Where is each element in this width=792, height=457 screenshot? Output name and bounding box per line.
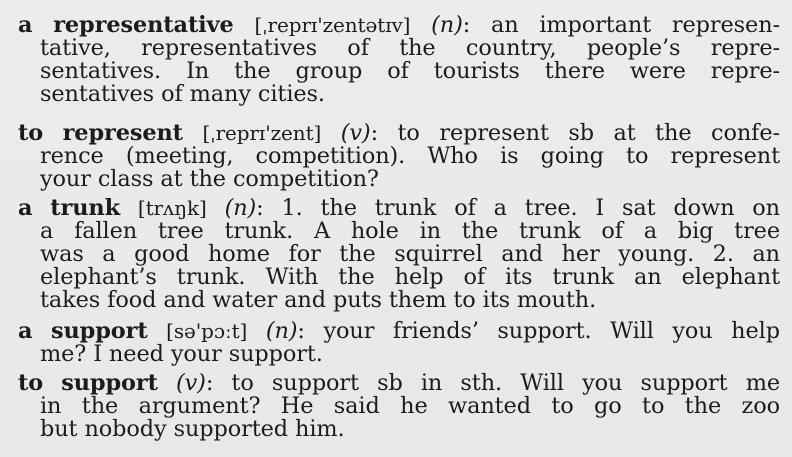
entry-line: your class at the competition? <box>40 166 379 192</box>
entry-pronunciation: [trʌŋk] <box>137 196 207 220</box>
entry-article: to <box>18 370 44 396</box>
entry-part-of-speech: (n) <box>431 12 463 38</box>
entry-line: a fallen tree trunk. A hole in the trunk of a big tree <box>40 218 780 244</box>
entry-part-of-speech: (v) <box>340 120 371 146</box>
entry-line: elephant’s trunk. With the help of its trunk an elephant <box>40 264 780 290</box>
entry-line: was a good home for the squirrel and her young. 2. an <box>40 241 780 267</box>
entry-line: rence (meeting, competition). Who is going to represent <box>40 143 780 169</box>
entry-pronunciation: [sə'pɔːt] <box>166 319 248 343</box>
entry-pronunciation: [ˌreprɪ'zentətɪv] <box>254 13 411 37</box>
entry-line: me? I need your support. <box>40 341 323 367</box>
entry-article: a <box>18 318 33 344</box>
entry-line: sentatives. In the group of tourists there were repre- <box>40 58 780 84</box>
entry-line: takes food and water and puts them to its mouth. <box>40 287 597 313</box>
entry-pronunciation: [ˌreprɪ'zent] <box>202 121 322 145</box>
entry-headword: support <box>61 370 158 396</box>
entry-headword: representative <box>53 12 234 38</box>
entry-definition: : to support sb in sth. Will you support me <box>205 370 780 396</box>
entry-article: a <box>18 195 33 221</box>
entry-headword: represent <box>62 120 183 146</box>
entry-article: a <box>18 12 33 38</box>
entry-headword: trunk <box>50 195 121 221</box>
entry-line: but nobody supported him. <box>40 416 345 442</box>
entry-headword: support <box>51 318 148 344</box>
entry-part-of-speech: (v) <box>176 370 206 396</box>
entry-definition: : your friends’ support. Will you help <box>297 318 780 344</box>
entry-definition: : 1. the trunk of a tree. I sat down on <box>256 195 780 221</box>
entry-definition: : an important represen- <box>462 12 780 38</box>
entry-definition: : to represent sb at the confe- <box>370 120 780 146</box>
entry-line: tative, representatives of the country, people’s repre- <box>40 35 780 61</box>
entry-line: sentatives of many cities. <box>40 81 325 107</box>
entry-part-of-speech: (n) <box>224 195 257 221</box>
entry-article: to <box>18 120 44 146</box>
entry-part-of-speech: (n) <box>265 318 298 344</box>
entry-line: in the argument? He said he wanted to go to the zoo <box>40 393 780 419</box>
